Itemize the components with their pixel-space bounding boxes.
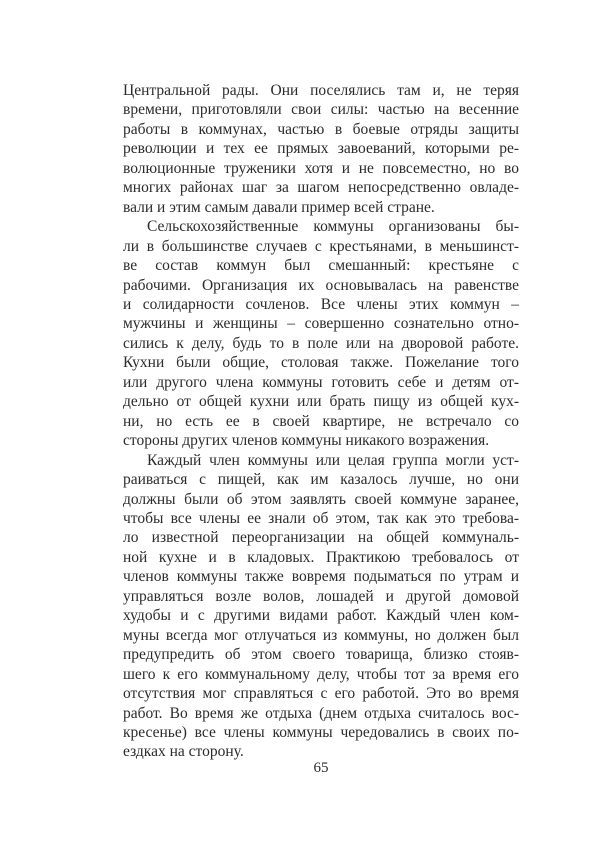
text-line: и солидарности сочленов. Все члены этих коммун – <box>123 295 519 313</box>
text-line: стороны других членов коммуны никакого возражения. <box>123 432 490 450</box>
text-line: кресенье) все члены коммуны чередовались в своих по- <box>123 723 519 741</box>
text-line: Центральной рады. Они поселялись там и, не теряя <box>123 82 519 99</box>
text-line: ли в большинстве случаев с крестьянами, в меньшинст- <box>123 237 519 255</box>
text-line: шего к его коммунальному делу, чтобы тот за время его <box>123 665 519 683</box>
text-line: членов коммуны также вовремя подыматься по утрам и <box>123 568 519 586</box>
text-line: Каждый член коммуны или целая группа могли уст- <box>147 451 519 469</box>
text-line: ной кухне и в кладовых. Практикою требовалось от <box>123 548 519 566</box>
text-line: революции и тех ее прямых завоеваний, которыми ре- <box>123 140 519 158</box>
text-line: ни, но есть ее в своей квартире, не встречало со <box>123 412 519 430</box>
text-line: сились к делу, будь то в поле или на дворовой работе. <box>123 334 519 352</box>
text-line: управляться возле волов, лошадей и другой домовой <box>123 587 519 605</box>
text-line: Кухни были общие, столовая также. Пожелание того <box>123 354 519 372</box>
text-line: работы в коммунах, частью в боевые отряды защиты <box>123 120 519 138</box>
text-line: волюционные труженики хотя и не повсеместно, но во <box>123 159 519 177</box>
text-line: работ. Во время же отдыха (днем отдыха считалось вос- <box>123 704 519 722</box>
text-line: мужчины и женщины – совершенно сознательно отно- <box>123 315 519 333</box>
text-line: муны всегда мог отлучаться из коммуны, но должен был <box>123 626 519 644</box>
text-line: дельно от общей кухни или брать пищу из общей кух- <box>123 393 519 411</box>
text-line: раиваться с пищей, как им казалось лучше, но они <box>123 471 519 489</box>
text-line: многих районах шаг за шагом непосредственно овладе- <box>123 179 519 197</box>
text-line: ездках на сторону. <box>123 743 244 761</box>
text-line: или другого члена коммуны готовить себе и детям от- <box>123 373 519 391</box>
text-line: предупредить об этом своего товарища, близко стояв- <box>123 646 519 664</box>
text-line: вали и этим самым давали пример всей стране. <box>123 198 435 216</box>
text-line: чтобы все члены ее знали об этом, так как это требова- <box>123 509 519 527</box>
page-number: 65 <box>313 760 329 776</box>
text-block <box>123 81 519 762</box>
text-line: должны были об этом заявлять своей коммуне заранее, <box>123 490 519 508</box>
text-line: ве состав коммун был смешанный: крестьяне с <box>123 257 519 275</box>
text-line: худобы и с другими видами работ. Каждый член ком- <box>123 607 519 625</box>
text-line: отсутствия мог справляться с его работой. Это во время <box>123 685 519 703</box>
text-line: Сельскохозяйственные коммуны организованы бы- <box>147 218 519 236</box>
text-line: рабочими. Организация их основывалась на равенстве <box>123 276 519 294</box>
text-line: ло известной переорганизации на общей коммуналь- <box>123 529 519 547</box>
text-line: времени, приготовляли свои силы: частью на весенние <box>123 101 519 119</box>
